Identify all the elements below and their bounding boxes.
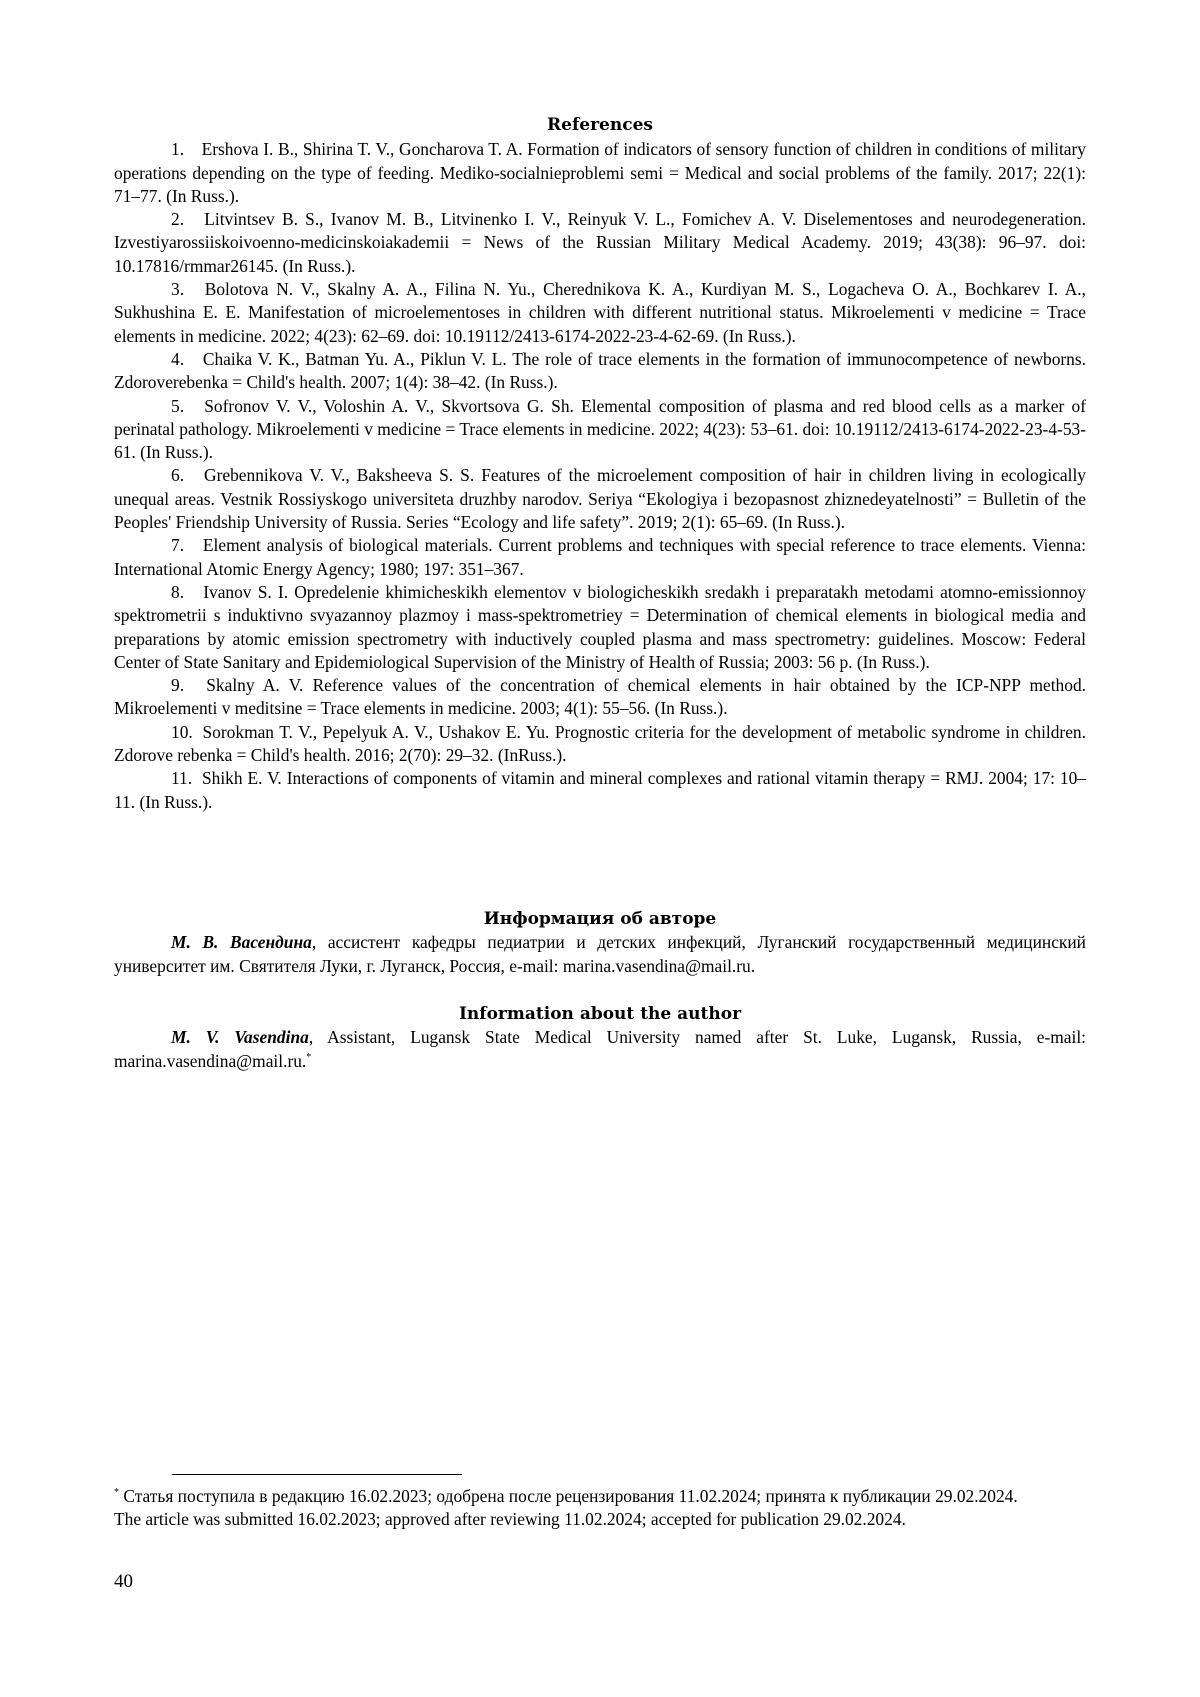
reference-item [114, 721, 1086, 768]
references-section [114, 114, 1086, 814]
reference-text: Sorokman T. V., Pepelyuk A. V., Ushakov E. Yu. Prognostic criteria for the development of metabolic syndrome in children. Zdorove rebenka = Child's health. 2016; 2(70): 29–32. (InRuss.). [114, 721, 1086, 766]
reference-number: 7. [171, 535, 185, 556]
references-heading: References [547, 115, 653, 135]
reference-item [114, 395, 1086, 465]
reference-text: Element analysis of biological materials. Current problems and techniques with special reference to trace elements. Vienna: International Atomic Energy Agency; 1980; 197: 351–367. [114, 535, 1086, 579]
author-info-ru-text [114, 931, 1086, 978]
footnote [114, 1485, 1086, 1532]
reference-number: 9. [171, 675, 185, 696]
reference-item [114, 348, 1086, 395]
reference-item [114, 767, 1086, 814]
author-details-en: , Assistant, Lugansk State Medical University named after St. Luke, Lugansk, Russia, e-mail: marina.vasendina@mail.ru. [114, 1027, 1086, 1071]
page-number: 40 [114, 1571, 133, 1592]
reference-text: Ershova I. B., Shirina T. V., Goncharova T. A. Formation of indicators of sensory function of children in conditions of military operations depending on the type of feeding. Mediko-socialnieproblemi semi = Medical and social problems of the family. 2017; 22(1): 71–77. (In Russ.). [114, 139, 1086, 206]
author-info-en [114, 1003, 1086, 1073]
references-list [114, 138, 1086, 814]
reference-item [114, 464, 1086, 534]
reference-text: Sofronov V. V., Voloshin A. V., Skvortsova G. Sh. Elemental composition of plasma and red blood cells as a marker of perinatal pathology. Mikroelementi v medicine = Trace elements in medicine. 2022; 4(23): 53–61. doi: 10.19112/2413-6174-2022-23-4-53-61. (In Russ.). [114, 395, 1086, 463]
reference-text: Skalny A. V. Reference values of the concentration of chemical elements in hair obtained by the ICP-NPP method. Mikroelementi v meditsine = Trace elements in medicine. 2003; 4(1): 55–56. (In Russ.). [114, 675, 1086, 719]
author-details-ru: , ассистент кафедры педиатрии и детских инфекций, Луганский государственный медицинский университет им. Святителя Луки, г. Луганск, Россия, e-mail: marina.vasendina@mail.ru. [114, 932, 1086, 976]
reference-number: 6. [171, 465, 185, 486]
reference-text: Bolotova N. V., Skalny A. A., Filina N. Yu., Cherednikova K. A., Kurdiyan M. S., Logacheva O. A., Bochkarev I. A., Sukhushina E. E. Manifestation of microelementoses in children with different nutritional status. Mikroelementi v medicine = Trace elements in medicine. 2022; 4(23): 62–69. doi: 10.19112/2413-6174-2022-23-4-62-69. (In Russ.). [114, 279, 1086, 346]
reference-number: 8. [171, 581, 185, 602]
reference-number: 10. [171, 721, 193, 742]
author-name-ru: М. В. Васендина [171, 932, 312, 953]
author-info-ru-heading: Информация об авторе [483, 909, 717, 929]
reference-item [114, 138, 1086, 208]
footnote-ru [114, 1485, 1086, 1508]
reference-item [114, 208, 1086, 278]
reference-number: 5. [171, 395, 185, 416]
reference-text: Chaika V. K., Batman Yu. A., Piklun V. L. The role of trace elements in the formation of immunocompetence of newborns. Zdoroverebenka = Child's health. 2007; 1(4): 38–42. (In Russ.). [114, 348, 1086, 393]
reference-text: Ivanov S. I. Opredelenie khimicheskikh elementov v biologicheskikh sredakh i preparatakh metodami atomno-emissionnoy spektrometrii s induktivno svyazannoy plazmoy i mass-spektrometriey = Determination of chemical elements in biological media and preparations by atomic emission spectrometry with inductively coupled plasma and mass spectrometry: guidelines. Moscow: Federal Center of State Sanitary and Epidemiological Supervision of the Ministry of Health of Russia; 2003: 56 p. (In Russ.). [114, 581, 1086, 672]
footnote-reference-mark: * [306, 1051, 312, 1063]
author-name-en: M. V. Vasendina [171, 1027, 309, 1048]
reference-item [114, 534, 1086, 581]
reference-item [114, 674, 1086, 721]
reference-text: Grebennikova V. V., Baksheeva S. S. Features of the microelement composition of hair in children living in ecologically unequal areas. Vestnik Rossiyskogo universiteta druzhby narodov. Seriya “Ekologiya i bezopasnost zhiznedeyatelnosti” = Bulletin of the Peoples' Friendship University of Russia. Series “Ecology and life safety”. 2019; 2(1): 65–69. (In Russ.). [114, 465, 1086, 533]
author-info-en-text [114, 1026, 1086, 1073]
reference-item [114, 278, 1086, 348]
reference-number: 3. [171, 279, 185, 300]
author-info-en-heading: Information about the author [458, 1004, 742, 1024]
footnote-mark: * [114, 1487, 119, 1499]
footnote-en: The article was submitted 16.02.2023; approved after reviewing 11.02.2024; accepted for publication 29.02.2024. [114, 1509, 906, 1530]
footnote-separator [172, 1474, 462, 1475]
author-info-ru [114, 908, 1086, 978]
reference-number: 2. [171, 209, 185, 230]
reference-item [114, 581, 1086, 674]
reference-text: Litvintsev B. S., Ivanov M. B., Litvinenko I. V., Reinyuk V. L., Fomichev A. V. Diselementoses and neurodegeneration. Izvestiyarossiiskoivoenno-medicinskoiakademii = News of the Russian Military Medical Academy. 2019; 43(38): 96–97. doi: 10.17816/rmmar26145. (In Russ.). [114, 209, 1086, 276]
reference-text: Shikh E. V. Interactions of components of vitamin and mineral complexes and rational vitamin therapy = RMJ. 2004; 17: 10–11. (In Russ.). [114, 768, 1086, 812]
reference-number: 11. [171, 768, 193, 789]
reference-number: 1. [171, 139, 185, 160]
reference-number: 4. [171, 348, 185, 369]
footnote-ru-text: Статья поступила в редакцию 16.02.2023; одобрена после рецензирования 11.02.2024; принята к публикации 29.02.2024. [119, 1486, 1018, 1506]
